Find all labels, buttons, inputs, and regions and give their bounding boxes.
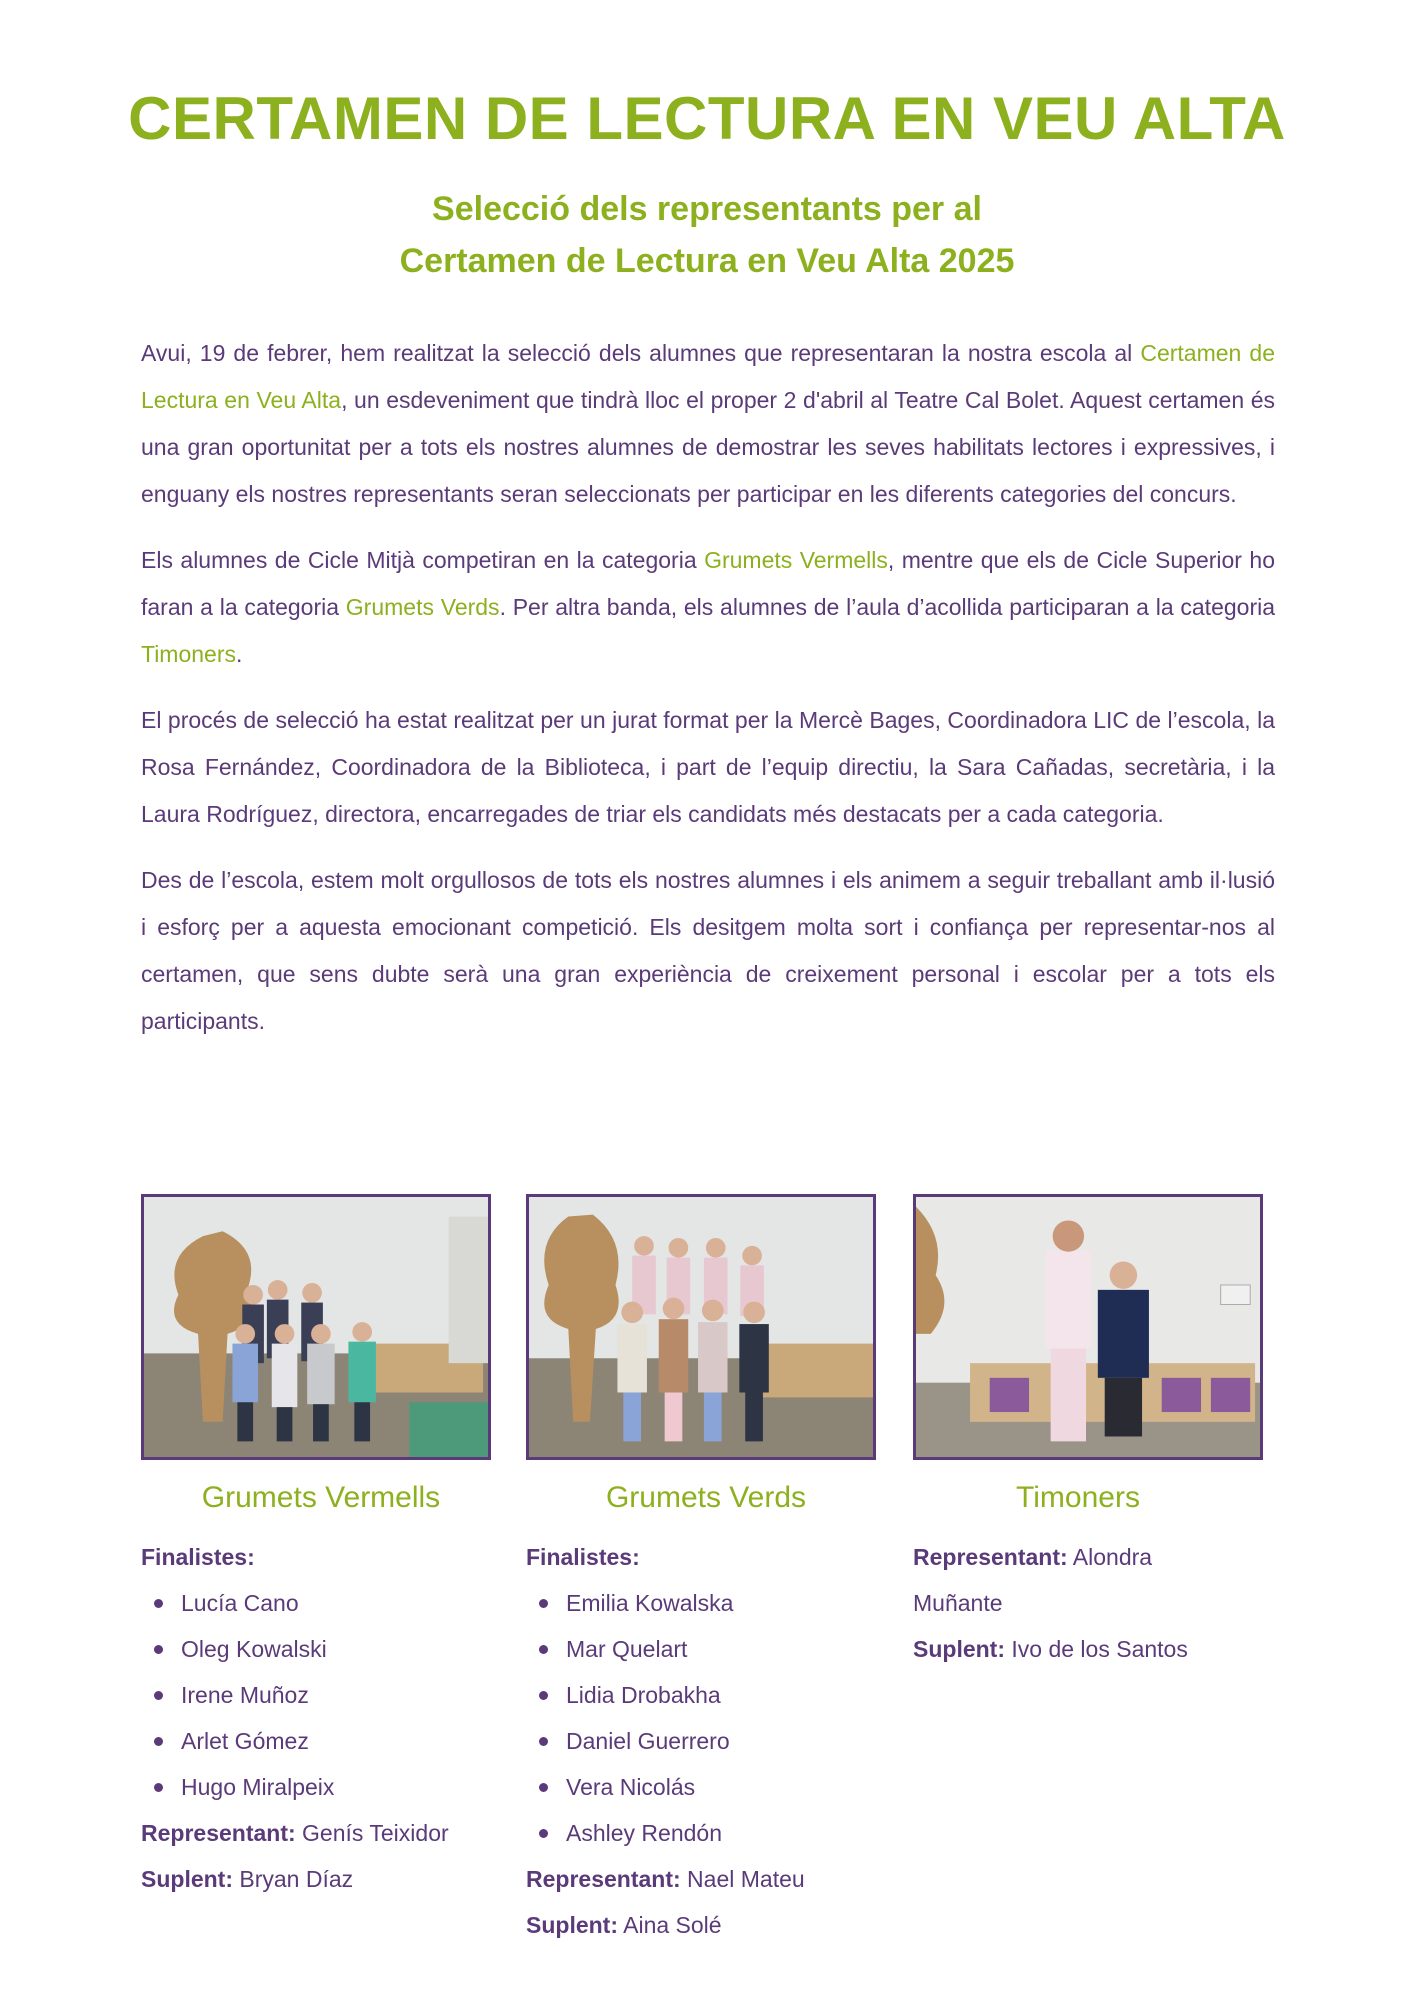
- page-subtitle: [0, 183, 1414, 287]
- list-item: Oleg Kowalski: [141, 1626, 501, 1672]
- group-photo-image: [529, 1197, 873, 1457]
- list-item: Emilia Kowalska: [526, 1580, 886, 1626]
- paragraph-3: El procés de selecció ha estat realitzat per un jurat format per la Mercè Bages, Coordinadora LIC de l’escola, la Rosa Fernández, Coordinadora de la Biblioteca, i part de l’equip directiu, la Sara Cañadas, secretària, i la Laura Rodríguez, directora, encarregades de triar els candidats més destacats per a cada categoria.: [141, 707, 1275, 827]
- subtitle-line-2: Certamen de Lectura en Veu Alta 2025: [399, 242, 1015, 280]
- paragraph-1-text-b: , un esdeveniment que tindrà lloc el proper 2 d'abril al Teatre Cal Bolet. Aquest certamen és una gran oportunitat per a tots els nostres alumnes de demostrar les seves habilitats lectores i expressives, i enguany els nostres representants seran seleccionats per participar en les diferents categories del concurs.: [141, 387, 1275, 507]
- category-title: Grumets Vermells: [201, 1481, 441, 1514]
- finalists-list: [141, 1580, 501, 1810]
- representative-line: [141, 1810, 501, 1856]
- article-body: [141, 330, 1275, 1064]
- finalists-label: Finalistes:: [141, 1544, 255, 1570]
- paragraph-2-text-a: Els alumnes de Cicle Mitjà competiran en la categoria: [141, 547, 705, 573]
- substitute-name: Aina Solé: [623, 1912, 722, 1938]
- highlight-grumets-verds: Grumets Verds: [345, 594, 500, 620]
- representative-label: Representant:: [913, 1544, 1068, 1570]
- finalists-label: Finalistes:: [526, 1544, 640, 1570]
- category-title: Timoners: [1016, 1481, 1140, 1514]
- representative-name: Alondra Muñante: [913, 1544, 1153, 1616]
- representative-line: [526, 1856, 886, 1902]
- list-item: Hugo Miralpeix: [141, 1764, 501, 1810]
- representative-label: Representant:: [141, 1820, 296, 1846]
- substitute-label: Suplent:: [913, 1636, 1005, 1662]
- paragraph-2: [141, 537, 1275, 678]
- substitute-label: Suplent:: [526, 1912, 618, 1938]
- representative-name: Genís Teixidor: [302, 1820, 449, 1846]
- group-photo-image: [144, 1197, 488, 1457]
- list-item: Vera Nicolás: [526, 1764, 886, 1810]
- list-item: Irene Muñoz: [141, 1672, 501, 1718]
- subtitle-line-1: Selecció dels representants per al: [432, 190, 982, 228]
- category-grumets-vermells: [141, 1478, 501, 1902]
- list-item: Lucía Cano: [141, 1580, 501, 1626]
- photo-grumets-verds: [526, 1194, 876, 1460]
- finalists-list: [526, 1580, 886, 1856]
- paragraph-1-text-a: Avui, 19 de febrer, hem realitzat la selecció dels alumnes que representaran la nostra escola al: [141, 340, 1141, 366]
- representative-name: Nael Mateu: [687, 1866, 805, 1892]
- paragraph-2-text-b: , mentre que els de Cicle Superior ho faran a la categoria: [141, 547, 1275, 620]
- substitute-line: [913, 1626, 1243, 1672]
- category-grumets-verds: [526, 1478, 886, 1948]
- substitute-line: [526, 1902, 886, 1948]
- substitute-label: Suplent:: [141, 1866, 233, 1892]
- paragraph-1: [141, 330, 1275, 518]
- list-item: Ashley Rendón: [526, 1810, 886, 1856]
- substitute-line: [141, 1856, 501, 1902]
- representative-label: Representant:: [526, 1866, 681, 1892]
- representative-line: [913, 1534, 1243, 1626]
- substitute-name: Bryan Díaz: [239, 1866, 354, 1892]
- page-title: CERTAMEN DE LECTURA EN VEU ALTA: [128, 85, 1286, 152]
- substitute-name: Ivo de los Santos: [1011, 1636, 1188, 1662]
- category-timoners: [913, 1478, 1243, 1672]
- paragraph-4: Des de l’escola, estem molt orgullosos de tots els nostres alumnes i els animem a seguir treballant amb il·lusió i esforç per a aquesta emocionant competició. Els desitgem molta sort i confiança per representar-nos al certamen, que sens dubte serà una gran experiència de creixement personal i escolar per a tots els participants.: [141, 867, 1275, 1034]
- list-item: Lidia Drobakha: [526, 1672, 886, 1718]
- list-item: Mar Quelart: [526, 1626, 886, 1672]
- certamen-link[interactable]: Certamen de Lectura en Veu Alta: [141, 340, 1275, 413]
- highlight-timoners: Timoners: [141, 641, 236, 667]
- photo-grumets-vermells: [141, 1194, 491, 1460]
- list-item: Arlet Gómez: [141, 1718, 501, 1764]
- category-title: Grumets Verds: [605, 1481, 807, 1514]
- highlight-grumets-vermells: Grumets Vermells: [704, 547, 888, 573]
- list-item: Daniel Guerrero: [526, 1718, 886, 1764]
- paragraph-2-text-c: . Per altra banda, els alumnes de l’aula d’acollida participaran a la categoria: [499, 594, 1276, 620]
- paragraph-2-text-d: .: [236, 641, 243, 667]
- group-photo-image: [916, 1197, 1260, 1457]
- photo-timoners: [913, 1194, 1263, 1460]
